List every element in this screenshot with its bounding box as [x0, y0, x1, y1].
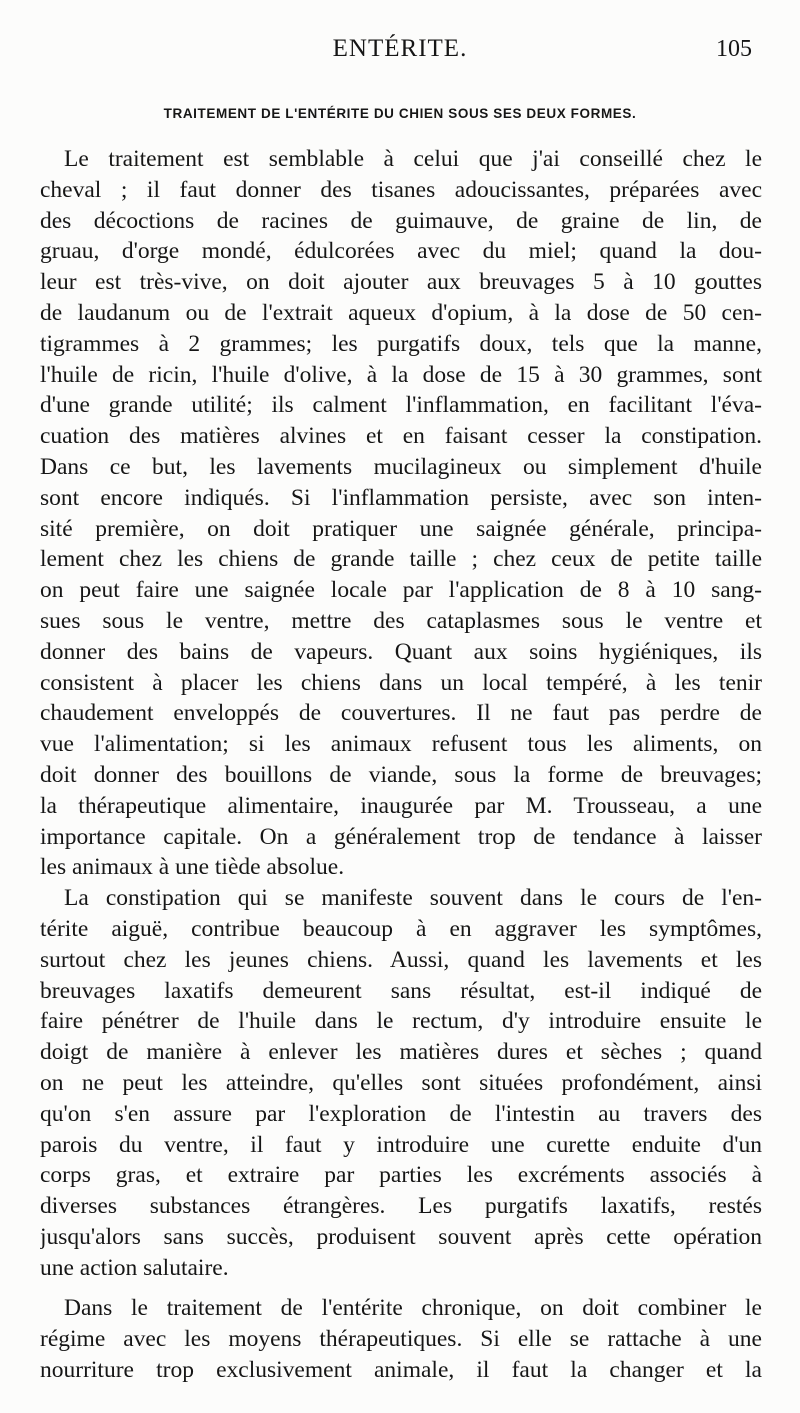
- text-line: doigt de manière à enlever les matières dures et sèches ; quand: [40, 1039, 762, 1066]
- text-line: doit donner des bouillons de viande, sous la forme de breuvages;: [40, 761, 762, 788]
- text-line: corps gras, et extraire par parties les excréments associés à: [40, 1162, 762, 1189]
- text-line: chaudement enveloppés de couvertures. Il ne faut pas perdre de: [40, 700, 762, 727]
- text-line: gruau, d'orge mondé, édulcorées avec du miel; quand la dou-: [40, 238, 762, 265]
- text-line: importance capitale. On a généralement trop de tendance à laisser: [40, 823, 762, 850]
- text-line: on ne peut les atteindre, qu'elles sont situées profondément, ainsi: [40, 1069, 762, 1096]
- text-line: les animaux à une tiède absolue.: [40, 854, 345, 881]
- paragraph-1: [40, 144, 762, 883]
- text-line: diverses substances étrangères. Les purgatifs laxatifs, restés: [40, 1193, 762, 1220]
- page-number: 105: [716, 36, 752, 62]
- text-line: Le traitement est semblable à celui que j'ai conseillé chez le: [64, 146, 762, 172]
- body-text: [40, 144, 762, 1386]
- text-line: sité première, on doit pratiquer une saignée générale, principa-: [40, 515, 762, 542]
- text-line: cuation des matières alvines et en faisant cesser la constipation.: [40, 423, 762, 450]
- text-line: leur est très-vive, on doit ajouter aux breuvages 5 à 10 gouttes: [40, 269, 762, 296]
- text-line: la thérapeutique alimentaire, inaugurée par M. Trousseau, a une: [40, 792, 762, 819]
- text-line: sues sous le ventre, mettre des cataplasmes sous le ventre et: [40, 607, 762, 634]
- text-line: on peut faire une saignée locale par l'application de 8 à 10 sang-: [40, 577, 762, 604]
- text-line: nourriture trop exclusivement animale, il faut la changer et la: [40, 1357, 762, 1384]
- paragraph-3: [40, 1293, 762, 1385]
- paragraph-2: [40, 883, 762, 1283]
- text-line: La constipation qui se manifeste souvent dans le cours de l'en-: [64, 885, 762, 912]
- text-line: Dans ce but, les lavements mucilagineux ou simplement d'huile: [40, 453, 762, 480]
- text-line: d'une grande utilité; ils calment l'inflammation, en facilitant l'éva-: [40, 392, 762, 419]
- text-line: de laudanum ou de l'extrait aqueux d'opium, à la dose de 50 cen-: [40, 299, 762, 326]
- text-line: une action salutaire.: [40, 1254, 229, 1281]
- text-line: Dans le traitement de l'entérite chronique, on doit combiner le: [64, 1295, 762, 1322]
- text-line: vue l'alimentation; si les animaux refusent tous les aliments, on: [40, 731, 762, 758]
- text-line: surtout chez les jeunes chiens. Aussi, quand les lavements et les: [40, 946, 762, 973]
- text-line: cheval ; il faut donner des tisanes adoucissantes, préparées avec: [40, 176, 762, 203]
- running-header: [40, 34, 760, 70]
- text-line: régime avec les moyens thérapeutiques. Si elle se rattache à une: [40, 1326, 762, 1353]
- text-line: des décoctions de racines de guimauve, de graine de lin, de: [40, 207, 762, 234]
- section-heading: TRAITEMENT DE L'ENTÉRITE DU CHIEN SOUS SES DEUX FORMES.: [163, 106, 637, 121]
- text-line: donner des bains de vapeurs. Quant aux soins hygiéniques, ils: [40, 638, 762, 665]
- running-title: ENTÉRITE.: [332, 35, 468, 62]
- text-line: sont encore indiqués. Si l'inflammation persiste, avec son inten-: [40, 484, 762, 511]
- text-line: tigrammes à 2 grammes; les purgatifs doux, tels que la manne,: [40, 330, 762, 357]
- text-line: lement chez les chiens de grande taille ; chez ceux de petite taille: [40, 546, 762, 573]
- text-line: jusqu'alors sans succès, produisent souvent après cette opération: [40, 1223, 762, 1250]
- text-line: qu'on s'en assure par l'exploration de l'intestin au travers des: [40, 1100, 762, 1127]
- text-line: consistent à placer les chiens dans un local tempéré, à les tenir: [40, 669, 762, 696]
- paragraph-spacer: [40, 1283, 762, 1293]
- text-line: parois du ventre, il faut y introduire une curette enduite d'un: [40, 1131, 762, 1158]
- text-line: breuvages laxatifs demeurent sans résultat, est-il indiqué de: [40, 977, 762, 1004]
- text-line: térite aiguë, contribue beaucoup à en aggraver les symptômes,: [40, 915, 762, 942]
- text-line: faire pénétrer de l'huile dans le rectum, d'y introduire ensuite le: [40, 1008, 762, 1035]
- text-line: l'huile de ricin, l'huile d'olive, à la dose de 15 à 30 grammes, sont: [40, 361, 762, 388]
